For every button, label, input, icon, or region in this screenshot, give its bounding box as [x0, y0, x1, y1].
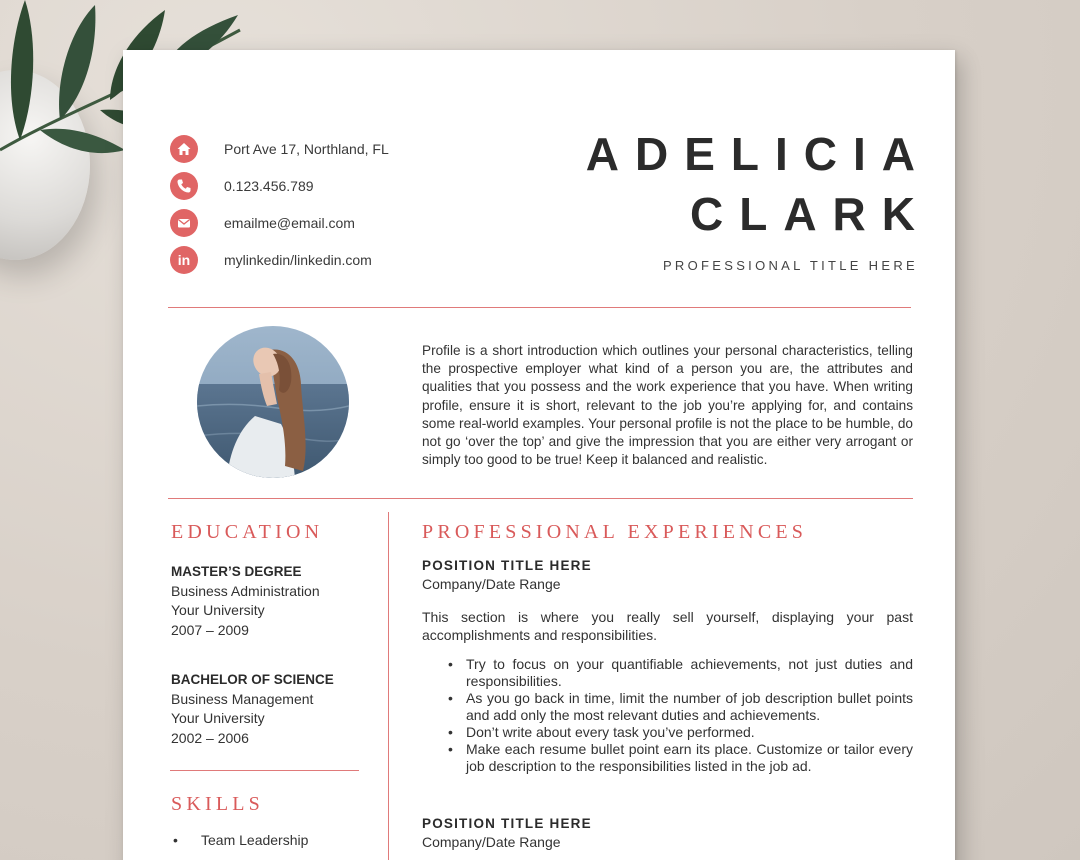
skills-heading: SKILLS [171, 793, 264, 815]
contact-email [170, 204, 389, 241]
experience-bullet: • As you go back in time, limit the number of job description bullet points and add only the most relevant duties and achievements. [422, 690, 913, 724]
degree-school: Your University [171, 602, 265, 618]
experience-bullet: • Make each resume bullet point earn its place. Customize or tailor every job description to the responsibilities listed in the job ad. [422, 741, 913, 775]
last-name: CLARK [690, 188, 931, 240]
linkedin-text: mylinkedin/linkedin.com [224, 251, 372, 268]
home-icon [170, 135, 198, 163]
profile-divider [168, 498, 913, 499]
position-title: POSITION TITLE HERE [422, 816, 592, 831]
contact-phone [170, 167, 389, 204]
experience-bullet: • Try to focus on your quantifiable achievements, not just duties and responsibilities. [422, 656, 913, 690]
skill-item: • Team Leadership [171, 832, 308, 848]
education-item [171, 670, 334, 748]
phone-icon [170, 172, 198, 200]
first-name: ADELICIA [585, 128, 931, 180]
position-company: Company/Date Range [422, 834, 561, 850]
degree-name: MASTER’S DEGREE [171, 564, 302, 579]
profile-summary: Profile is a short introduction which outlines your personal characteristics, telling the prospective employer what kind of a person you are, the attributes and qualities that you possess and the work experience that you have. When writing profile, ensure it is short, relevant to the job you’re applying for, and contains some real-world examples. Your personal profile is not the place to be humble, do not go ‘over the top’ and give the impression that you are either very arrogant or simply too good to be true! Keep it balanced and realistic. [422, 343, 913, 468]
degree-name: BACHELOR OF SCIENCE [171, 672, 334, 687]
phone-text: 0.123.456.789 [224, 177, 314, 194]
education-item [171, 562, 320, 640]
linkedin-icon: in [170, 246, 198, 274]
degree-dates: 2002 – 2006 [171, 729, 249, 746]
degree-field: Business Management [171, 690, 314, 707]
header-divider [168, 307, 911, 308]
position-company: Company/Date Range [422, 576, 561, 592]
education-heading: EDUCATION [171, 521, 324, 543]
experience-bullet: • Don’t write about every task you’ve performed. [422, 724, 913, 741]
experience-description: This section is where you really sell yourself, displaying your past accomplishments and responsibilities. [422, 609, 913, 643]
position-title: POSITION TITLE HERE [422, 558, 592, 573]
contact-list [170, 130, 389, 278]
contact-address [170, 130, 389, 167]
email-text: emailme@email.com [224, 214, 355, 231]
experience-heading: PROFESSIONAL EXPERIENCES [422, 521, 808, 543]
name-block [585, 124, 931, 273]
education-divider [170, 770, 359, 771]
degree-school: Your University [171, 710, 265, 726]
email-icon [170, 209, 198, 237]
profile-photo [197, 326, 349, 478]
degree-dates: 2007 – 2009 [171, 621, 249, 638]
address-text: Port Ave 17, Northland, FL [224, 140, 389, 157]
degree-field: Business Administration [171, 582, 320, 599]
professional-title: PROFESSIONAL TITLE HERE [662, 258, 918, 273]
resume-page [123, 50, 955, 860]
column-divider [388, 512, 389, 860]
experience-bullets [422, 656, 913, 775]
skills-list [171, 832, 308, 848]
contact-linkedin [170, 241, 389, 278]
